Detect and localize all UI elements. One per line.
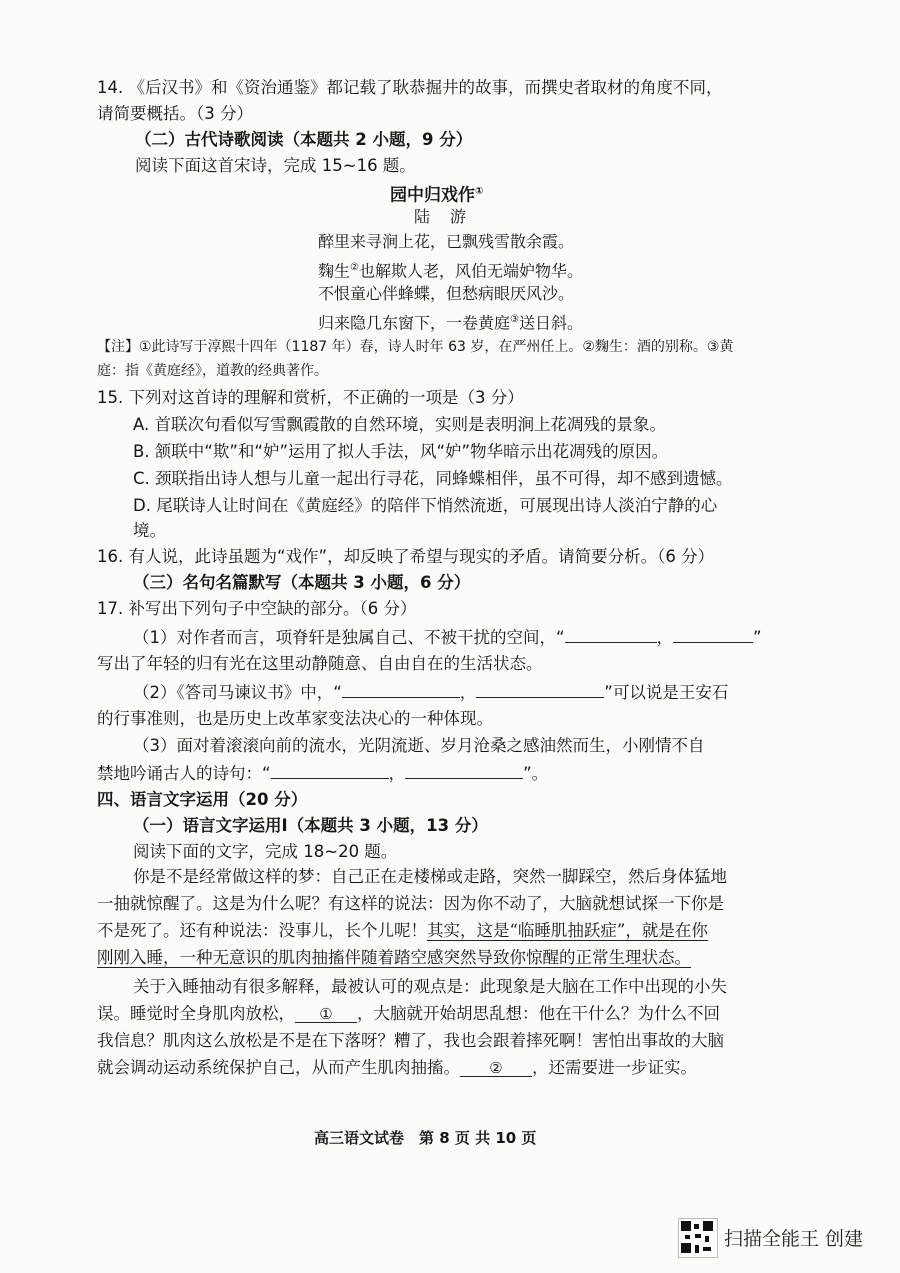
underlined-sentence: 其实，这是“临睡肌抽跃症”，就是在你 (427, 921, 708, 940)
q17-part2-line1: （2）《答司马谏议书》中，“ ， ”可以说是王安石 (133, 683, 729, 702)
note-line1: 【注】①此诗写于淳熙十四年（1187 年）春，诗人时年 63 岁，在严州任上。②麴生：酒的别称。③黄 (97, 339, 734, 355)
q15-option-c: C. 颈联指出诗人想与儿童一起出行寻花，同蜂蝶相伴，虽不可得，却不感到遗憾。 (133, 469, 733, 488)
passage-line-6: 误。睡觉时全身肌肉放松， ① ，大脑就开始胡思乱想：他在干什么？为什么不回 (97, 1004, 720, 1023)
q17-part1-line1: （1）对作者而言，项脊轩是独属自己、不被干扰的空间，“ ， ” (133, 628, 762, 647)
answer-blank[interactable] (476, 681, 604, 698)
note-line2: 庭：指《黄庭经》，道教的经典著作。 (97, 363, 328, 379)
section4-subheading: （一）语言文字运用Ⅰ（本题共 3 小题，13 分） (133, 816, 488, 835)
poem-title: 园中归戏作① (390, 185, 484, 206)
passage-line-7: 我信息？肌肉这么放松是不是在下落呀？糟了，我也会跟着摔死啊！害怕出事故的大脑 (97, 1031, 724, 1050)
poem-line-2: 麴生②也解欺人老，风伯无端妒物华。 (318, 261, 583, 281)
poem-line-1: 醉里来寻涧上花，已飘残雪散余霞。 (318, 232, 575, 251)
q14-line1: 14. 《后汉书》和《资治通鉴》都记载了耿恭掘井的故事，而撰史者取材的角度不同， (97, 78, 723, 97)
section2-instruction: 阅读下面这首宋诗，完成 15~16 题。 (135, 156, 416, 175)
q16-text: 16. 有人说，此诗虽题为“戏作”，却反映了希望与现实的矛盾。请简要分析。（6 分） (97, 547, 715, 566)
answer-blank[interactable] (565, 626, 657, 643)
q14-line2: 请简要概括。（3 分） (97, 104, 253, 123)
q17-part1-line2: 写出了年轻的归有光在这里动静随意、自由自在的生活状态。 (97, 654, 543, 673)
q15-option-d-cont: 境。 (133, 521, 166, 540)
passage-line-5: 关于入睡抽动有很多解释，最被认可的观点是：此现象是大脑在工作中出现的小失 (133, 977, 727, 996)
answer-blank[interactable] (342, 681, 460, 698)
watermark-text: 扫描全能王 创建 (724, 1228, 864, 1250)
underlined-sentence: 刚刚入睡，一种无意识的肌肉抽搐伴随着踏空感突然导致你惊醒的正常生理状态。 (97, 948, 691, 967)
q17-stem: 17. 补写出下列句子中空缺的部分。（6 分） (97, 599, 417, 618)
section2-heading: （二）古代诗歌阅读（本题共 2 小题，9 分） (135, 130, 473, 149)
answer-blank[interactable] (405, 762, 523, 779)
passage-line-2: 一抽就惊醒了。这是为什么呢？有这样的说法：因为你不动了，大脑就想试探一下你是 (97, 894, 724, 913)
section3-heading: （三）名句名篇默写（本题共 3 小题，6 分） (133, 573, 471, 592)
poem-author: 陆 游 (414, 207, 469, 226)
q17-part3-line2: 禁地吟诵古人的诗句：“ ， ”。 (97, 764, 549, 783)
passage-line-1: 你是不是经常做这样的梦：自己正在走楼梯或走路，突然一脚踩空，然后身体猛地 (133, 867, 727, 886)
q15-option-d: D. 尾联诗人让时间在《黄庭经》的陪伴下悄然流逝，可展现出诗人淡泊宁静的心 (133, 496, 718, 515)
passage-line-8: 就会调动运动系统保护自己，从而产生肌肉抽搐。 ② ，还需要进一步证实。 (97, 1058, 697, 1077)
q17-part2-line2: 的行事准则，也是历史上改革家变法决心的一种体现。 (97, 709, 493, 728)
answer-blank[interactable] (673, 626, 753, 643)
passage-line-3: 不是死了。还有种说法：没事儿，长个儿呢！其实，这是“临睡肌抽跃症”，就是在你 (97, 921, 708, 940)
footnote-marker: ③ (510, 314, 519, 325)
passage-line-4 (97, 947, 691, 969)
q15-stem: 15. 下列对这首诗的理解和赏析，不正确的一项是（3 分） (97, 388, 524, 407)
qr-code-icon (678, 1218, 718, 1258)
q15-option-b: B. 颔联中“欺”和“妒”运用了拟人手法，风“妒”物华暗示出花凋残的原因。 (133, 442, 669, 461)
answer-blank[interactable] (271, 762, 389, 779)
footnote-marker: ② (350, 262, 359, 273)
poem-line-3: 不恨童心伴蜂蝶，但愁病眼厌风沙。 (318, 284, 575, 303)
q17-part3-line1: （3）面对着滚滚向前的流水，光阴流逝、岁月沧桑之感油然而生，小刚情不自 (133, 736, 705, 755)
section4-heading: 四、语言文字运用（20 分） (97, 790, 308, 809)
q15-option-a: A. 首联次句看似写雪飘霞散的自然环境，实则是表明涧上花凋残的景象。 (133, 415, 666, 434)
answer-blank-1[interactable]: ① (295, 1006, 357, 1023)
page-footer: 高三语文试卷 第 8 页 共 10 页 (314, 1129, 537, 1147)
poem-line-4: 归来隐几东窗下，一卷黄庭③送日斜。 (318, 313, 583, 333)
footnote-marker: ① (475, 186, 484, 197)
answer-blank-2[interactable]: ② (460, 1060, 532, 1077)
section4-instruction: 阅读下面的文字，完成 18~20 题。 (133, 842, 398, 861)
